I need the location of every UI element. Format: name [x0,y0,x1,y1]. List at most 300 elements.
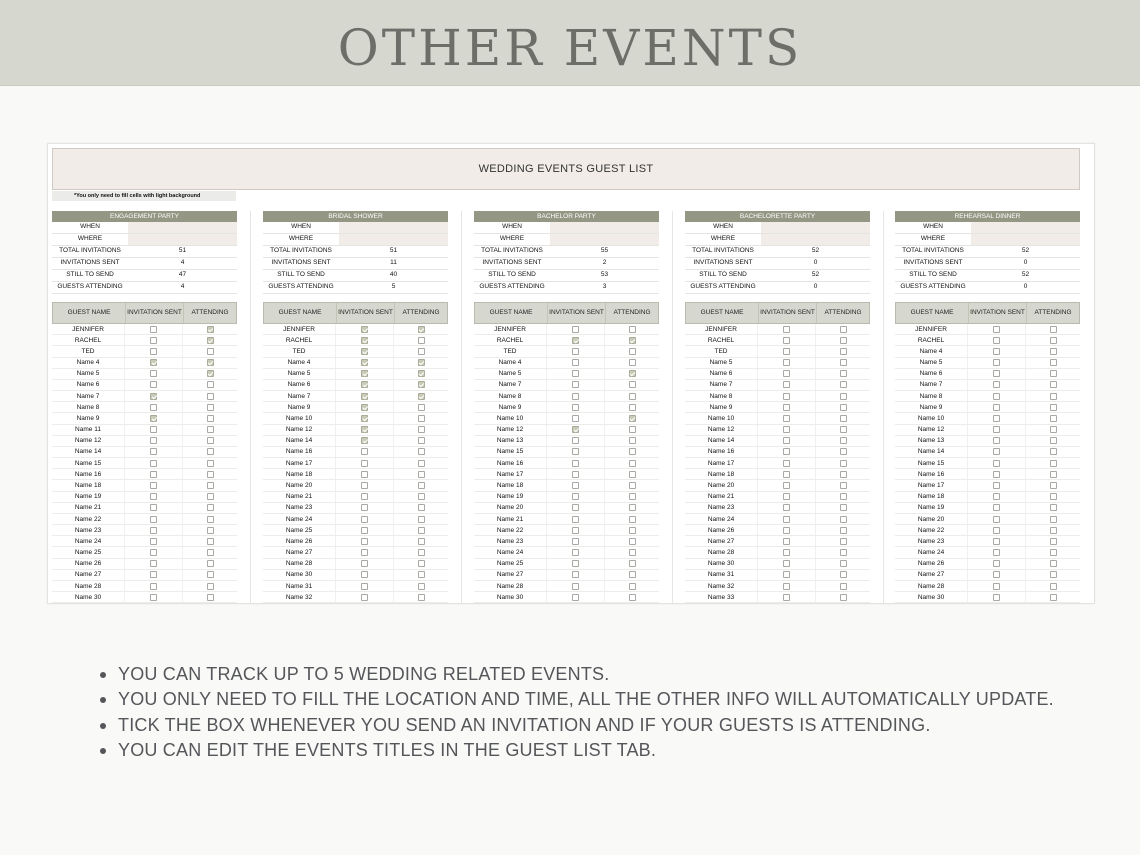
guest-name[interactable]: Name 14 [917,448,945,456]
event-title[interactable]: ENGAGEMENT PARTY [52,211,237,222]
attending-checkbox[interactable] [207,571,214,578]
guest-name[interactable]: RACHEL [917,336,945,344]
guest-name[interactable]: Name 32 [285,593,313,601]
invitation-sent-checkbox[interactable] [361,348,368,355]
invitation-sent-checkbox[interactable] [572,415,579,422]
invitation-sent-checkbox[interactable] [572,482,579,489]
invitation-sent-checkbox[interactable] [361,538,368,545]
guest-name[interactable]: Name 16 [496,459,524,467]
guest-name[interactable]: Name 31 [707,571,735,579]
attending-checkbox[interactable] [418,538,425,545]
attending-checkbox[interactable] [1050,415,1057,422]
guest-name[interactable]: Name 25 [285,526,313,534]
attending-checkbox[interactable] [629,594,636,601]
attending-checkbox[interactable] [207,471,214,478]
guest-name[interactable]: Name 10 [496,414,524,422]
invitation-sent-checkbox[interactable] [572,326,579,333]
attending-checkbox[interactable] [418,359,425,366]
invitation-sent-checkbox[interactable] [572,359,579,366]
attending-checkbox[interactable] [207,560,214,567]
invitation-sent-checkbox[interactable] [572,348,579,355]
guest-name[interactable]: Name 28 [496,582,524,590]
guest-name[interactable]: Name 21 [496,515,524,523]
invitation-sent-checkbox[interactable] [572,437,579,444]
attending-checkbox[interactable] [629,348,636,355]
invitation-sent-checkbox[interactable] [572,370,579,377]
invitation-sent-checkbox[interactable] [993,493,1000,500]
invitation-sent-checkbox[interactable] [361,583,368,590]
guest-name[interactable]: Name 24 [917,549,945,557]
guest-name[interactable]: Name 22 [74,515,102,523]
invitation-sent-checkbox[interactable] [572,527,579,534]
guest-name[interactable]: JENNIFER [72,325,104,333]
invitation-sent-checkbox[interactable] [783,348,790,355]
invitation-sent-checkbox[interactable] [361,326,368,333]
attending-checkbox[interactable] [1050,493,1057,500]
guest-name[interactable]: Name 30 [285,571,313,579]
attending-checkbox[interactable] [418,460,425,467]
guest-name[interactable]: Name 13 [496,437,524,445]
event-where-input[interactable] [339,234,448,245]
attending-checkbox[interactable] [1050,348,1057,355]
attending-checkbox[interactable] [418,348,425,355]
guest-name[interactable]: Name 16 [285,448,313,456]
attending-checkbox[interactable] [418,493,425,500]
invitation-sent-checkbox[interactable] [572,516,579,523]
attending-checkbox[interactable] [207,370,214,377]
invitation-sent-checkbox[interactable] [993,460,1000,467]
guest-name[interactable]: Name 15 [496,448,524,456]
guest-name[interactable]: Name 21 [74,504,102,512]
invitation-sent-checkbox[interactable] [783,571,790,578]
invitation-sent-checkbox[interactable] [361,549,368,556]
guest-name[interactable]: Name 24 [496,549,524,557]
invitation-sent-checkbox[interactable] [572,594,579,601]
attending-checkbox[interactable] [629,460,636,467]
guest-name[interactable]: Name 6 [919,370,943,378]
attending-checkbox[interactable] [1050,527,1057,534]
attending-checkbox[interactable] [629,370,636,377]
invitation-sent-checkbox[interactable] [361,527,368,534]
guest-name[interactable]: Name 8 [498,392,522,400]
guest-name[interactable]: Name 7 [498,381,522,389]
attending-checkbox[interactable] [207,482,214,489]
guest-name[interactable]: Name 14 [74,448,102,456]
attending-checkbox[interactable] [840,594,847,601]
invitation-sent-checkbox[interactable] [783,415,790,422]
guest-name[interactable]: Name 18 [285,470,313,478]
attending-checkbox[interactable] [840,415,847,422]
attending-checkbox[interactable] [418,426,425,433]
attending-checkbox[interactable] [418,448,425,455]
attending-checkbox[interactable] [207,516,214,523]
invitation-sent-checkbox[interactable] [783,594,790,601]
invitation-sent-checkbox[interactable] [993,516,1000,523]
event-where-input[interactable] [128,234,237,245]
guest-name[interactable]: Name 8 [76,403,100,411]
invitation-sent-checkbox[interactable] [993,448,1000,455]
invitation-sent-checkbox[interactable] [783,326,790,333]
attending-checkbox[interactable] [1050,571,1057,578]
attending-checkbox[interactable] [207,348,214,355]
guest-name[interactable]: JENNIFER [283,325,315,333]
invitation-sent-checkbox[interactable] [361,448,368,455]
invitation-sent-checkbox[interactable] [993,359,1000,366]
event-when-input[interactable] [339,222,448,233]
invitation-sent-checkbox[interactable] [993,471,1000,478]
invitation-sent-checkbox[interactable] [572,583,579,590]
invitation-sent-checkbox[interactable] [150,448,157,455]
attending-checkbox[interactable] [418,393,425,400]
invitation-sent-checkbox[interactable] [361,381,368,388]
invitation-sent-checkbox[interactable] [150,404,157,411]
guest-name[interactable]: Name 7 [287,392,311,400]
attending-checkbox[interactable] [840,527,847,534]
guest-name[interactable]: Name 28 [74,582,102,590]
invitation-sent-checkbox[interactable] [361,370,368,377]
guest-name[interactable]: Name 7 [919,381,943,389]
invitation-sent-checkbox[interactable] [361,337,368,344]
guest-name[interactable]: Name 8 [919,392,943,400]
attending-checkbox[interactable] [207,549,214,556]
invitation-sent-checkbox[interactable] [150,527,157,534]
attending-checkbox[interactable] [840,493,847,500]
attending-checkbox[interactable] [840,381,847,388]
attending-checkbox[interactable] [207,493,214,500]
guest-name[interactable]: TED [81,347,95,355]
attending-checkbox[interactable] [207,594,214,601]
guest-name[interactable]: Name 4 [498,359,522,367]
attending-checkbox[interactable] [1050,426,1057,433]
attending-checkbox[interactable] [418,381,425,388]
invitation-sent-checkbox[interactable] [783,516,790,523]
invitation-sent-checkbox[interactable] [361,404,368,411]
invitation-sent-checkbox[interactable] [361,415,368,422]
guest-name[interactable]: Name 4 [76,359,100,367]
guest-name[interactable]: Name 20 [285,481,313,489]
invitation-sent-checkbox[interactable] [783,527,790,534]
guest-name[interactable]: Name 30 [917,593,945,601]
invitation-sent-checkbox[interactable] [783,370,790,377]
guest-name[interactable]: Name 10 [917,414,945,422]
guest-name[interactable]: Name 14 [707,437,735,445]
attending-checkbox[interactable] [207,426,214,433]
invitation-sent-checkbox[interactable] [783,560,790,567]
guest-name[interactable]: Name 24 [74,537,102,545]
attending-checkbox[interactable] [840,348,847,355]
guest-name[interactable]: Name 20 [496,504,524,512]
guest-name[interactable]: Name 25 [496,560,524,568]
attending-checkbox[interactable] [840,571,847,578]
attending-checkbox[interactable] [207,504,214,511]
event-when-input[interactable] [761,222,870,233]
invitation-sent-checkbox[interactable] [361,393,368,400]
attending-checkbox[interactable] [629,504,636,511]
guest-name[interactable]: Name 10 [707,414,735,422]
invitation-sent-checkbox[interactable] [783,460,790,467]
guest-name[interactable]: Name 13 [917,437,945,445]
attending-checkbox[interactable] [629,404,636,411]
guest-name[interactable]: Name 17 [917,481,945,489]
guest-name[interactable]: Name 26 [74,560,102,568]
guest-name[interactable]: Name 26 [917,560,945,568]
attending-checkbox[interactable] [1050,560,1057,567]
invitation-sent-checkbox[interactable] [993,527,1000,534]
invitation-sent-checkbox[interactable] [572,337,579,344]
guest-name[interactable]: Name 31 [285,582,313,590]
invitation-sent-checkbox[interactable] [572,471,579,478]
invitation-sent-checkbox[interactable] [150,538,157,545]
attending-checkbox[interactable] [207,393,214,400]
guest-name[interactable]: Name 24 [707,515,735,523]
invitation-sent-checkbox[interactable] [993,337,1000,344]
guest-name[interactable]: Name 5 [919,359,943,367]
guest-name[interactable]: Name 23 [707,504,735,512]
guest-name[interactable]: Name 26 [707,526,735,534]
invitation-sent-checkbox[interactable] [783,404,790,411]
invitation-sent-checkbox[interactable] [783,583,790,590]
event-where-input[interactable] [971,234,1080,245]
attending-checkbox[interactable] [1050,337,1057,344]
invitation-sent-checkbox[interactable] [572,381,579,388]
invitation-sent-checkbox[interactable] [150,583,157,590]
guest-name[interactable]: Name 10 [285,414,313,422]
guest-name[interactable]: Name 12 [285,426,313,434]
attending-checkbox[interactable] [629,482,636,489]
guest-name[interactable]: Name 28 [707,549,735,557]
event-where-input[interactable] [550,234,659,245]
guest-name[interactable]: Name 23 [285,504,313,512]
attending-checkbox[interactable] [1050,504,1057,511]
invitation-sent-checkbox[interactable] [783,359,790,366]
attending-checkbox[interactable] [629,471,636,478]
guest-name[interactable]: TED [503,347,517,355]
invitation-sent-checkbox[interactable] [150,426,157,433]
invitation-sent-checkbox[interactable] [572,404,579,411]
guest-name[interactable]: Name 17 [496,470,524,478]
attending-checkbox[interactable] [1050,437,1057,444]
guest-name[interactable]: Name 9 [709,403,733,411]
invitation-sent-checkbox[interactable] [783,337,790,344]
event-title[interactable]: BACHELORETTE PARTY [685,211,870,222]
invitation-sent-checkbox[interactable] [993,326,1000,333]
attending-checkbox[interactable] [207,381,214,388]
invitation-sent-checkbox[interactable] [783,437,790,444]
guest-name[interactable]: Name 21 [707,493,735,501]
attending-checkbox[interactable] [207,437,214,444]
attending-checkbox[interactable] [629,337,636,344]
guest-name[interactable]: Name 32 [707,582,735,590]
guest-name[interactable]: Name 22 [496,526,524,534]
invitation-sent-checkbox[interactable] [150,493,157,500]
invitation-sent-checkbox[interactable] [993,594,1000,601]
guest-name[interactable]: Name 6 [76,381,100,389]
guest-name[interactable]: RACHEL [707,336,735,344]
invitation-sent-checkbox[interactable] [150,437,157,444]
attending-checkbox[interactable] [840,404,847,411]
guest-name[interactable]: Name 20 [917,515,945,523]
guest-name[interactable]: Name 12 [707,426,735,434]
guest-name[interactable]: Name 28 [285,560,313,568]
invitation-sent-checkbox[interactable] [572,504,579,511]
guest-name[interactable]: Name 8 [709,392,733,400]
attending-checkbox[interactable] [629,437,636,444]
guest-name[interactable]: Name 6 [287,381,311,389]
attending-checkbox[interactable] [629,415,636,422]
invitation-sent-checkbox[interactable] [361,493,368,500]
attending-checkbox[interactable] [840,460,847,467]
attending-checkbox[interactable] [418,594,425,601]
attending-checkbox[interactable] [207,359,214,366]
attending-checkbox[interactable] [840,538,847,545]
invitation-sent-checkbox[interactable] [361,437,368,444]
guest-name[interactable]: Name 9 [76,414,100,422]
invitation-sent-checkbox[interactable] [572,393,579,400]
attending-checkbox[interactable] [207,337,214,344]
invitation-sent-checkbox[interactable] [572,493,579,500]
guest-name[interactable]: Name 17 [707,459,735,467]
invitation-sent-checkbox[interactable] [572,560,579,567]
invitation-sent-checkbox[interactable] [572,448,579,455]
invitation-sent-checkbox[interactable] [150,571,157,578]
guest-name[interactable]: Name 30 [707,560,735,568]
invitation-sent-checkbox[interactable] [993,348,1000,355]
attending-checkbox[interactable] [418,337,425,344]
attending-checkbox[interactable] [629,571,636,578]
guest-name[interactable]: Name 20 [707,481,735,489]
invitation-sent-checkbox[interactable] [361,471,368,478]
guest-name[interactable]: Name 11 [75,426,101,434]
attending-checkbox[interactable] [629,583,636,590]
guest-name[interactable]: Name 12 [74,437,102,445]
invitation-sent-checkbox[interactable] [361,426,368,433]
attending-checkbox[interactable] [418,415,425,422]
attending-checkbox[interactable] [840,471,847,478]
invitation-sent-checkbox[interactable] [361,359,368,366]
attending-checkbox[interactable] [1050,549,1057,556]
invitation-sent-checkbox[interactable] [150,393,157,400]
guest-name[interactable]: Name 9 [498,403,522,411]
attending-checkbox[interactable] [418,326,425,333]
attending-checkbox[interactable] [629,527,636,534]
guest-name[interactable]: Name 19 [74,493,102,501]
guest-name[interactable]: Name 27 [285,549,313,557]
guest-name[interactable]: Name 23 [917,537,945,545]
invitation-sent-checkbox[interactable] [993,437,1000,444]
guest-name[interactable]: JENNIFER [494,325,526,333]
attending-checkbox[interactable] [418,471,425,478]
attending-checkbox[interactable] [1050,583,1057,590]
invitation-sent-checkbox[interactable] [150,381,157,388]
guest-name[interactable]: JENNIFER [915,325,947,333]
attending-checkbox[interactable] [629,549,636,556]
attending-checkbox[interactable] [1050,482,1057,489]
attending-checkbox[interactable] [418,516,425,523]
attending-checkbox[interactable] [418,560,425,567]
guest-name[interactable]: Name 18 [496,481,524,489]
invitation-sent-checkbox[interactable] [783,538,790,545]
invitation-sent-checkbox[interactable] [783,482,790,489]
attending-checkbox[interactable] [840,326,847,333]
attending-checkbox[interactable] [629,426,636,433]
invitation-sent-checkbox[interactable] [993,560,1000,567]
attending-checkbox[interactable] [1050,460,1057,467]
attending-checkbox[interactable] [207,448,214,455]
guest-name[interactable]: Name 4 [287,359,311,367]
guest-name[interactable]: Name 7 [709,381,733,389]
invitation-sent-checkbox[interactable] [783,381,790,388]
guest-name[interactable]: Name 27 [74,571,102,579]
guest-name[interactable]: Name 19 [496,493,524,501]
attending-checkbox[interactable] [1050,594,1057,601]
attending-checkbox[interactable] [629,359,636,366]
invitation-sent-checkbox[interactable] [150,348,157,355]
attending-checkbox[interactable] [840,583,847,590]
attending-checkbox[interactable] [418,482,425,489]
invitation-sent-checkbox[interactable] [572,426,579,433]
invitation-sent-checkbox[interactable] [572,538,579,545]
guest-name[interactable]: Name 19 [917,504,945,512]
guest-name[interactable]: Name 23 [74,526,102,534]
guest-name[interactable]: Name 12 [917,426,945,434]
guest-name[interactable]: TED [292,347,306,355]
invitation-sent-checkbox[interactable] [783,504,790,511]
invitation-sent-checkbox[interactable] [993,549,1000,556]
attending-checkbox[interactable] [629,381,636,388]
guest-name[interactable]: Name 15 [74,459,102,467]
invitation-sent-checkbox[interactable] [572,460,579,467]
attending-checkbox[interactable] [629,493,636,500]
attending-checkbox[interactable] [840,393,847,400]
invitation-sent-checkbox[interactable] [361,482,368,489]
guest-name[interactable]: TED [714,347,728,355]
attending-checkbox[interactable] [1050,326,1057,333]
guest-name[interactable]: Name 6 [709,370,733,378]
attending-checkbox[interactable] [418,437,425,444]
invitation-sent-checkbox[interactable] [993,571,1000,578]
invitation-sent-checkbox[interactable] [993,404,1000,411]
invitation-sent-checkbox[interactable] [150,549,157,556]
invitation-sent-checkbox[interactable] [150,482,157,489]
invitation-sent-checkbox[interactable] [150,594,157,601]
guest-name[interactable]: Name 18 [917,493,945,501]
guest-name[interactable]: Name 4 [919,347,943,355]
invitation-sent-checkbox[interactable] [783,549,790,556]
event-where-input[interactable] [761,234,870,245]
attending-checkbox[interactable] [629,560,636,567]
invitation-sent-checkbox[interactable] [150,471,157,478]
attending-checkbox[interactable] [840,448,847,455]
event-title[interactable]: BACHELOR PARTY [474,211,659,222]
attending-checkbox[interactable] [418,370,425,377]
guest-name[interactable]: Name 16 [74,470,102,478]
guest-name[interactable]: Name 26 [285,537,313,545]
invitation-sent-checkbox[interactable] [150,337,157,344]
invitation-sent-checkbox[interactable] [783,493,790,500]
invitation-sent-checkbox[interactable] [150,504,157,511]
attending-checkbox[interactable] [207,460,214,467]
attending-checkbox[interactable] [1050,359,1057,366]
invitation-sent-checkbox[interactable] [783,448,790,455]
guest-name[interactable]: Name 9 [287,403,311,411]
invitation-sent-checkbox[interactable] [361,516,368,523]
invitation-sent-checkbox[interactable] [993,482,1000,489]
invitation-sent-checkbox[interactable] [150,415,157,422]
attending-checkbox[interactable] [840,516,847,523]
guest-name[interactable]: Name 28 [917,582,945,590]
invitation-sent-checkbox[interactable] [993,538,1000,545]
guest-name[interactable]: RACHEL [74,336,102,344]
